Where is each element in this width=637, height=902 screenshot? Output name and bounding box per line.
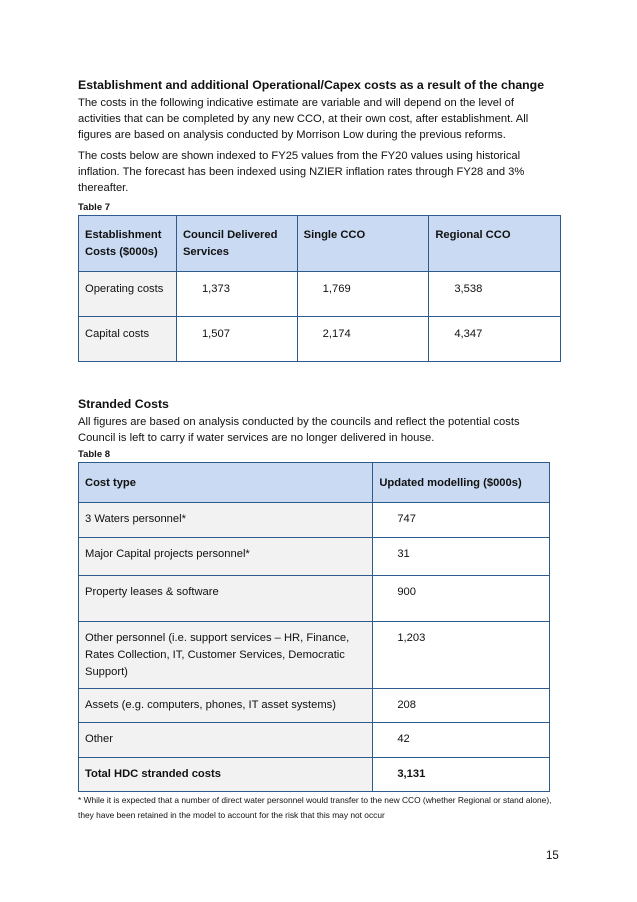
- row-label-cell: Assets (e.g. computers, phones, IT asset systems): [79, 689, 373, 723]
- table-label-7: Table 7: [78, 202, 111, 213]
- row-label-cell: Other: [79, 723, 373, 758]
- table-row: [79, 689, 550, 723]
- table-row: [79, 622, 550, 689]
- value-cell: 3,538: [429, 272, 561, 317]
- section-heading-stranded: Stranded Costs: [78, 397, 169, 411]
- paragraph-establishment-intro: The costs in the following indicative estimate are variable and will depend on the level of activities that can be completed by any new CCO, at their own cost, after establishment. All figures are based on analysis conducted by Morrison Low during the previous reforms.: [78, 97, 529, 141]
- paragraph-stranded-intro: All figures are based on analysis conducted by the councils and reflect the potential costs Council is left to carry if water services are no longer delivered in house.: [78, 416, 520, 444]
- row-label-cell: Other personnel (i.e. support services – HR, Finance, Rates Collection, IT, Customer Services, Democratic Support): [79, 622, 373, 689]
- table-header-row: [79, 216, 561, 272]
- table-row: [79, 576, 550, 622]
- value-cell: 1,373: [176, 272, 297, 317]
- value-cell: 31: [373, 538, 550, 576]
- row-label-cell: Major Capital projects personnel*: [79, 538, 373, 576]
- row-label-cell: Property leases & software: [79, 576, 373, 622]
- header-cell: Establishment Costs ($000s): [79, 216, 177, 272]
- value-cell: 208: [373, 689, 550, 723]
- table-row: [79, 317, 561, 362]
- table-header-row: [79, 463, 550, 503]
- header-cell: Regional CCO: [429, 216, 561, 272]
- value-cell: 900: [373, 576, 550, 622]
- value-cell: 1,769: [297, 272, 429, 317]
- table-row: [79, 723, 550, 758]
- value-cell: 3,131: [373, 758, 550, 792]
- total-row: [79, 758, 550, 792]
- header-cell: Council Delivered Services: [176, 216, 297, 272]
- row-label-cell: Operating costs: [79, 272, 177, 317]
- section-heading-establishment: Establishment and additional Operational/Capex costs as a result of the change: [78, 78, 545, 92]
- table-row: [79, 503, 550, 538]
- header-cell: Cost type: [79, 463, 373, 503]
- table-row: [79, 272, 561, 317]
- value-cell: 1,507: [176, 317, 297, 362]
- row-label-cell: Capital costs: [79, 317, 177, 362]
- value-cell: 42: [373, 723, 550, 758]
- row-label-cell: Total HDC stranded costs: [79, 758, 373, 792]
- establishment-costs-table: [78, 215, 561, 362]
- table-footnote: * While it is expected that a number of direct water personnel would transfer to the new CCO (whether Regional or stand alone), they have been retained in the model to account for the risk that this may not occur: [78, 795, 552, 820]
- header-cell: Updated modelling ($000s): [373, 463, 550, 503]
- page-number: 15: [546, 850, 559, 862]
- value-cell: 1,203: [373, 622, 550, 689]
- stranded-costs-table: [78, 462, 550, 792]
- table-row: [79, 538, 550, 576]
- table-label-8: Table 8: [78, 449, 111, 460]
- row-label-cell: 3 Waters personnel*: [79, 503, 373, 538]
- value-cell: 2,174: [297, 317, 429, 362]
- header-cell: Single CCO: [297, 216, 429, 272]
- value-cell: 747: [373, 503, 550, 538]
- value-cell: 4,347: [429, 317, 561, 362]
- paragraph-indexing-note: The costs below are shown indexed to FY25 values from the FY20 values using historical inflation. The forecast has been indexed using NZIER inflation rates through FY28 and 3% thereafter.: [78, 150, 525, 194]
